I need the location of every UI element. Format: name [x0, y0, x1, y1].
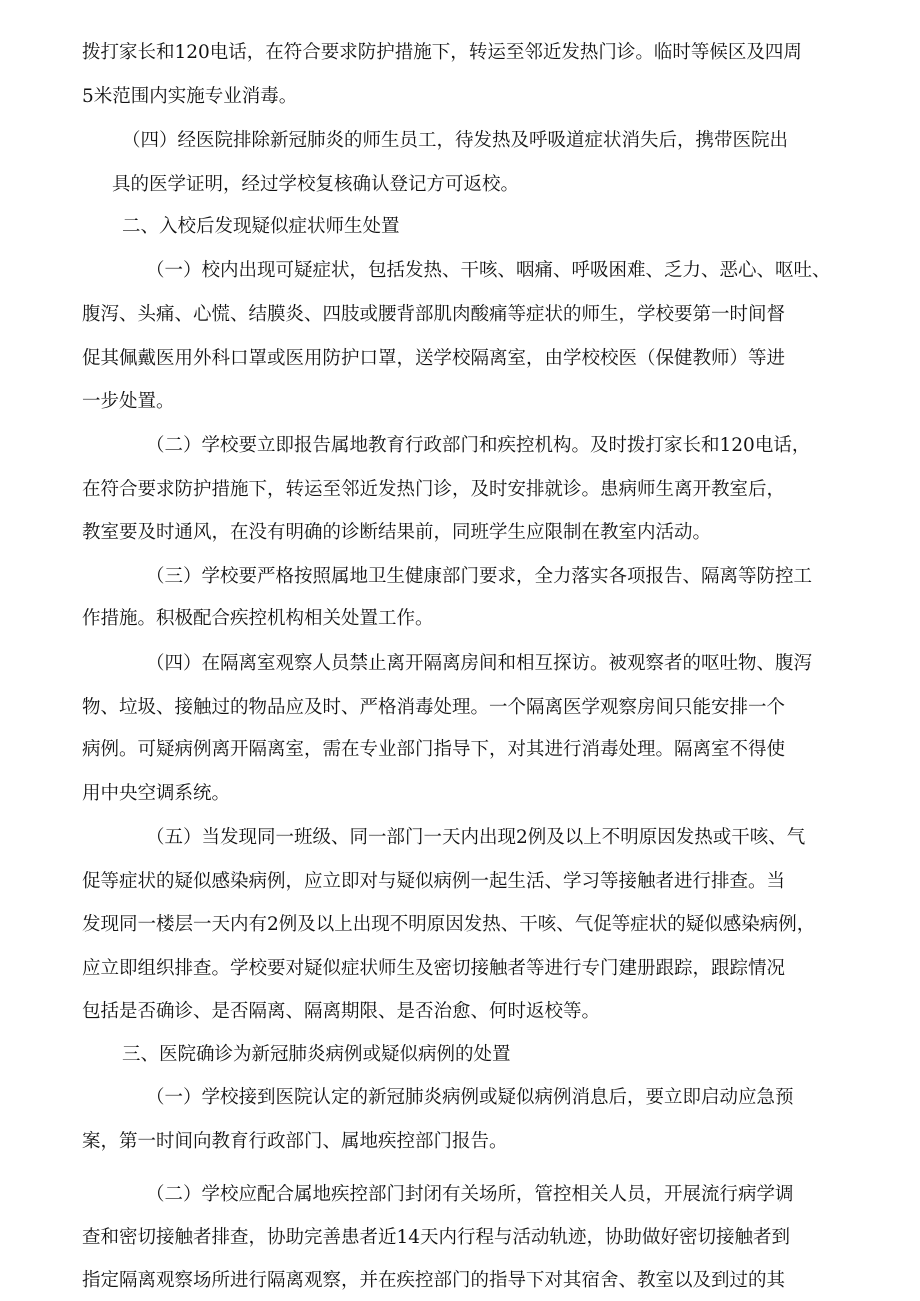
paragraph-line: 指定隔离观察场所进行隔离观察，并在疾控部门的指导下对其宿舍、教室以及到过的其: [82, 1270, 786, 1291]
paragraph-line: 物、垃圾、接触过的物品应及时、严格消毒处理。一个隔离医学观察房间只能安排一个: [82, 697, 786, 718]
paragraph-line: 案，第一时间向教育行政部门、属地疾控部门报告。: [82, 1131, 508, 1152]
paragraph-line: 腹泻、头痛、心慌、结膜炎、四肢或腰背部肌肉酸痛等症状的师生，学校要第一时间督: [82, 304, 786, 325]
paragraph-line: （一）学校接到医院认定的新冠肺炎病例或疑似病例消息后，要立即启动应急预: [146, 1087, 794, 1108]
section-heading: 二、入校后发现疑似症状师生处置: [122, 216, 400, 237]
paragraph-line: 作措施。积极配合疾控机构相关处置工作。: [82, 608, 434, 629]
paragraph-line: （二）学校应配合属地疾控部门封闭有关场所，管控相关人员，开展流行病学调: [146, 1184, 794, 1205]
paragraph-line: 促其佩戴医用外科口罩或医用防护口罩，送学校隔离室，由学校校医（保健教师）等进: [82, 348, 786, 369]
paragraph-line: 5米范围内实施专业消毒。: [82, 86, 298, 107]
paragraph-line: 在符合要求防护措施下，转运至邻近发热门诊，及时安排就诊。患病师生离开教室后，: [82, 479, 786, 500]
paragraph-line: 拨打家长和120电话，在符合要求防护措施下，转运至邻近发热门诊。临时等候区及四周: [82, 42, 802, 63]
paragraph-line: 发现同一楼层一天内有2例及以上出现不明原因发热、干咳、气促等症状的疑似感染病例，: [82, 914, 816, 935]
section-heading: 三、医院确诊为新冠肺炎病例或疑似病例的处置: [122, 1044, 511, 1065]
paragraph-line: 应立即组织排查。学校要对疑似症状师生及密切接触者等进行专门建册跟踪，跟踪情况: [82, 958, 786, 979]
paragraph-line: （四）经医院排除新冠肺炎的师生员工，待发热及呼吸道症状消失后，携带医院出: [122, 130, 789, 151]
paragraph-line: 包括是否确诊、是否隔离、隔离期限、是否治愈、何时返校等。: [82, 1001, 601, 1022]
paragraph-line: 教室要及时通风，在没有明确的诊断结果前，同班学生应限制在教室内活动。: [82, 522, 712, 543]
paragraph-line: 查和密切接触者排查，协助完善患者近14天内行程与活动轨迹，协助做好密切接触者到: [82, 1227, 791, 1248]
paragraph-line: （五）当发现同一班级、同一部门一天内出现2例及以上不明原因发热或干咳、气: [146, 827, 806, 848]
paragraph-line: （四）在隔离室观察人员禁止离开隔离房间和相互探访。被观察者的呕吐物、腹泻: [146, 653, 813, 674]
paragraph-line: 用中央空调系统。: [82, 783, 231, 804]
paragraph-line: （二）学校要立即报告属地教育行政部门和疾控机构。及时拨打家长和120电话，: [146, 435, 811, 456]
paragraph-line: （三）学校要严格按照属地卫生健康部门要求，全力落实各项报告、隔离等防控工: [146, 566, 813, 587]
paragraph-line: 具的医学证明，经过学校复核确认登记方可返校。: [112, 174, 520, 195]
paragraph-line: 病例。可疑病例离开隔离室，需在专业部门指导下，对其进行消毒处理。隔离室不得使: [82, 739, 786, 760]
paragraph-line: 促等症状的疑似感染病例，应立即对与疑似病例一起生活、学习等接触者进行排查。当: [82, 871, 786, 892]
paragraph-line: （一）校内出现可疑症状，包括发热、干咳、咽痛、呼吸困难、乏力、恶心、呕吐、: [146, 260, 831, 281]
paragraph-line: 一步处置。: [82, 391, 175, 412]
